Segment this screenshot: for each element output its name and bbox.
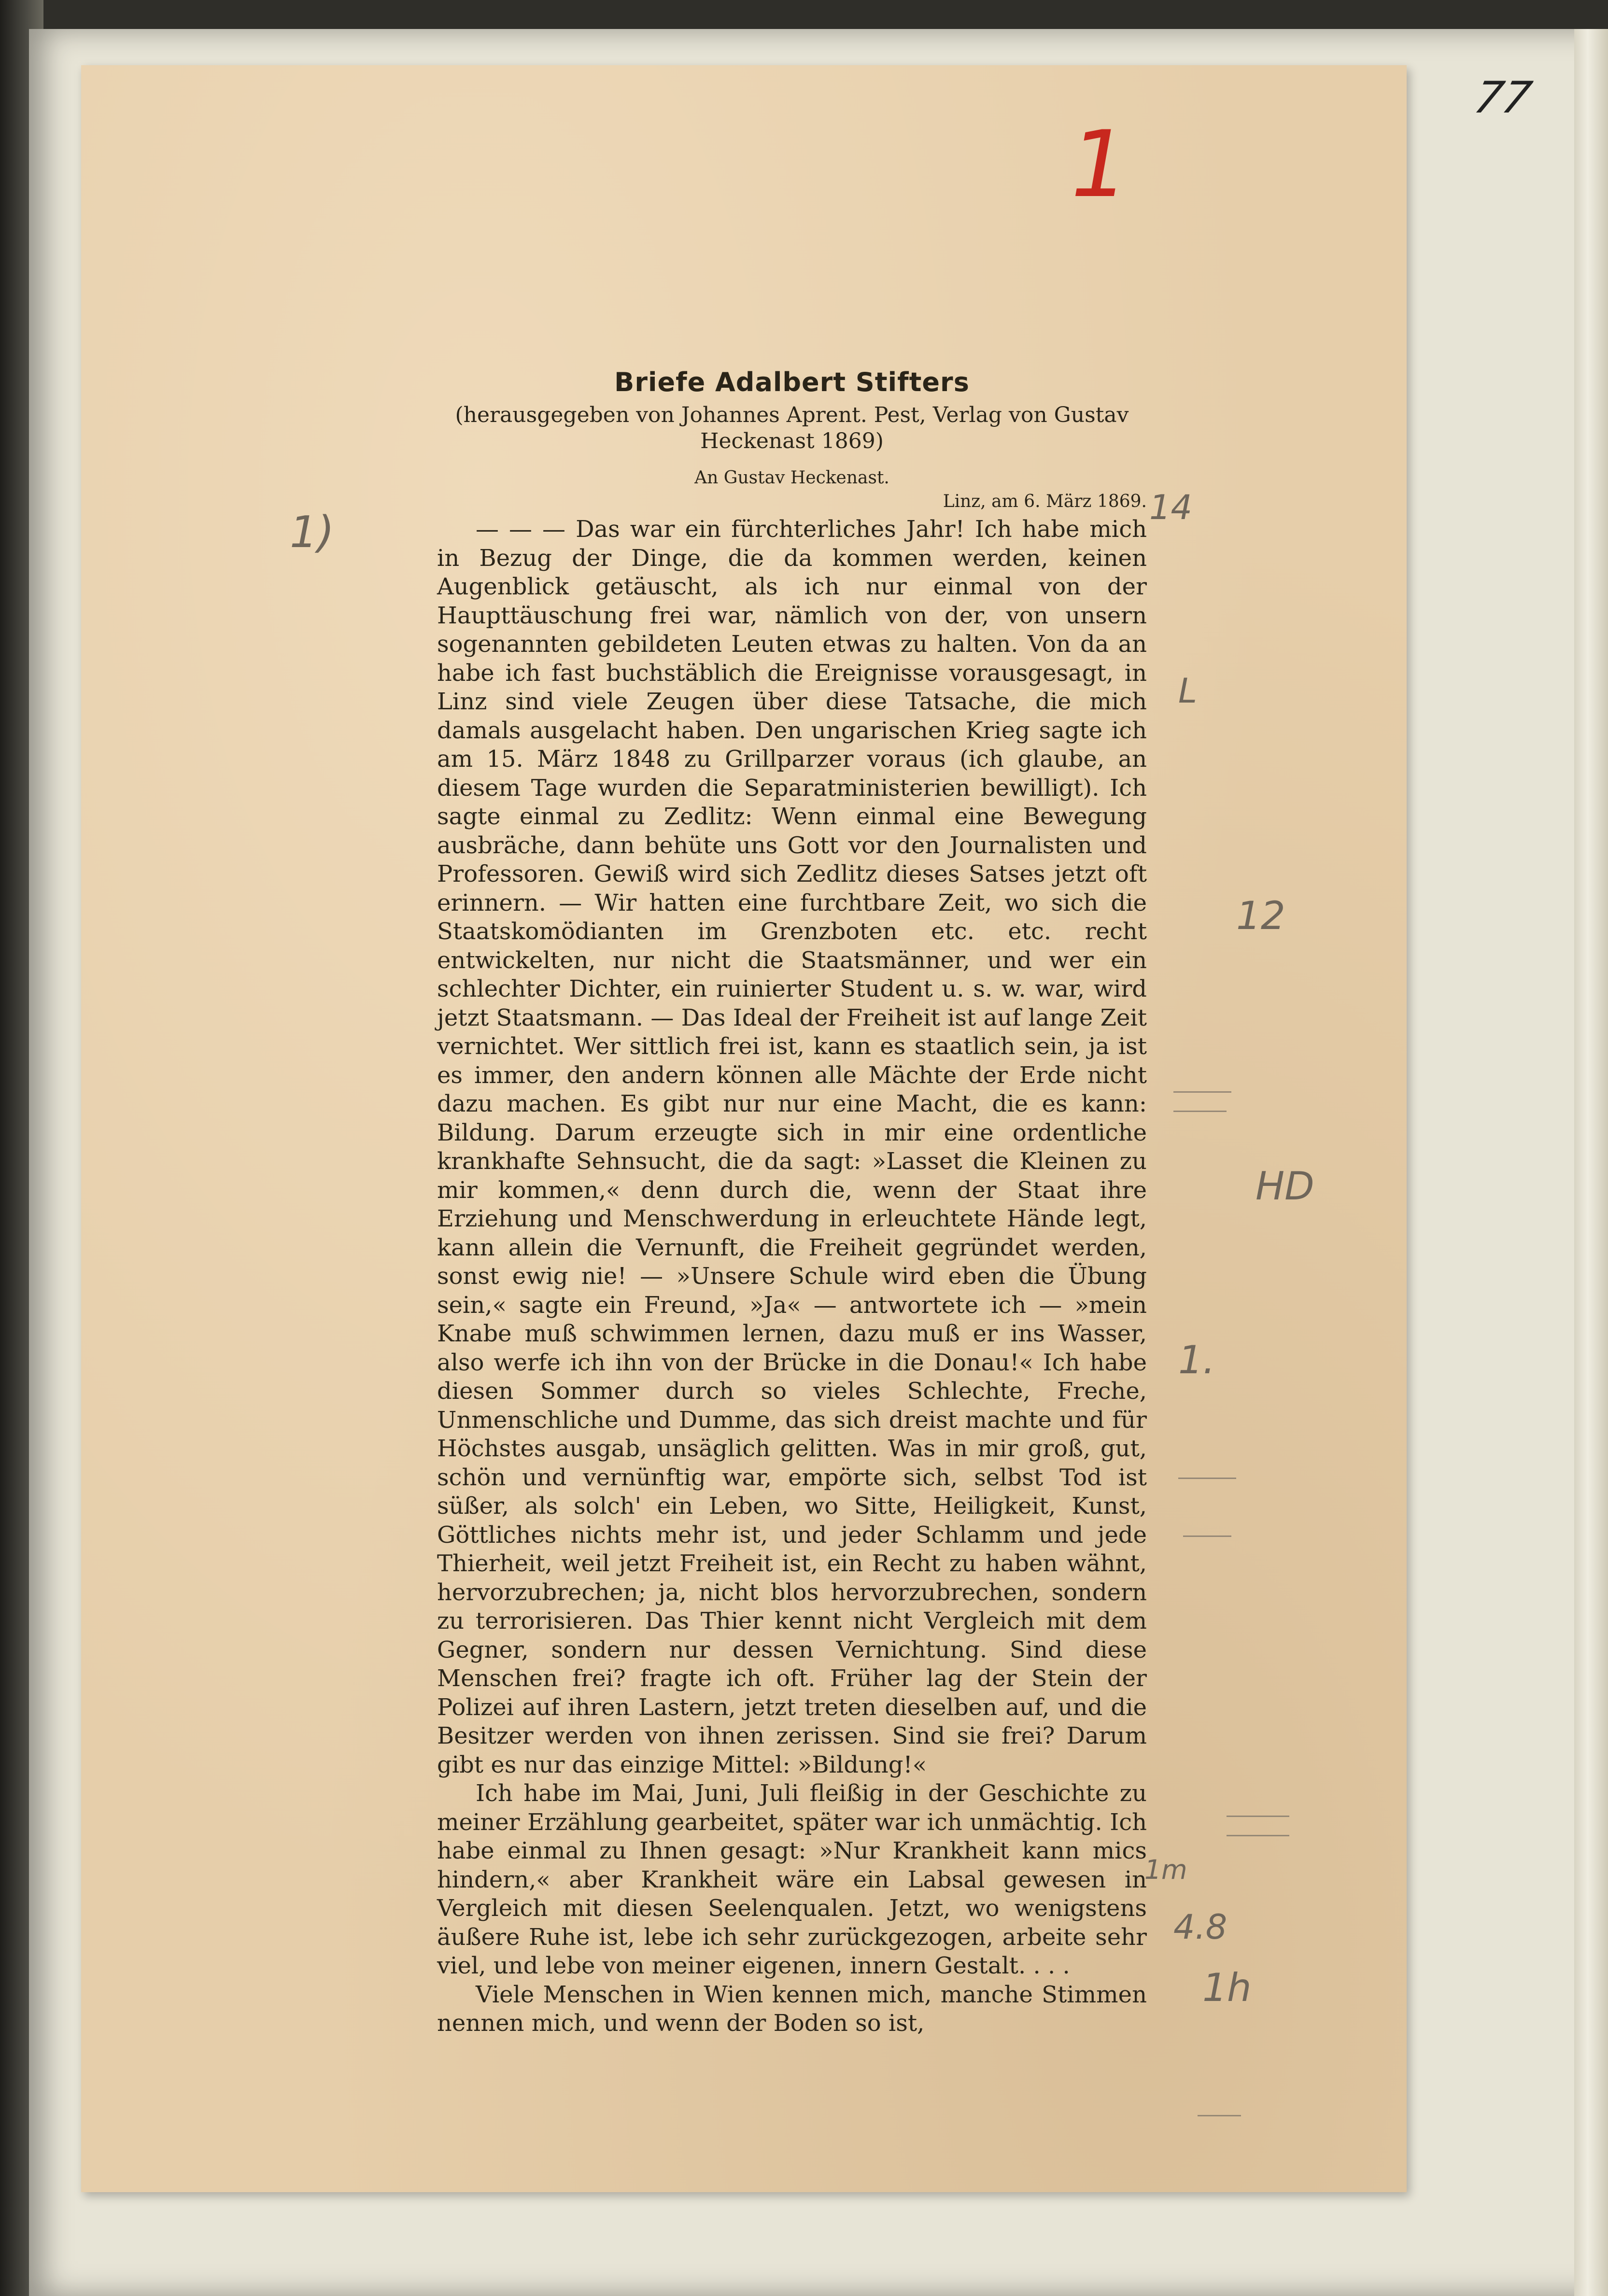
letter-body <box>437 515 1147 2038</box>
pencil-stroke <box>1173 1091 1231 1093</box>
album-page-edge <box>1574 29 1608 2296</box>
pencil-stroke <box>1227 1816 1289 1817</box>
margin-note: 4.8 <box>1173 1907 1227 1947</box>
margin-note: 1h <box>1202 1965 1252 2010</box>
pencil-stroke <box>1227 1835 1289 1836</box>
red-pencil-mark: 1 <box>1060 111 1138 218</box>
article-title: Briefe Adalbert Stifters <box>614 367 970 397</box>
letter-addressee: An Gustav Heckenast. <box>694 468 889 488</box>
margin-note: 12 <box>1236 893 1285 938</box>
letter-dateline: Linz, am 6. März 1869. <box>943 492 1147 511</box>
page-number: 77 <box>1470 72 1537 123</box>
margin-note: HD <box>1255 1164 1314 1209</box>
article <box>437 367 1147 2038</box>
article-subtitle: (herausgegeben von Johannes Aprent. Pest, Verlag von Gustav Heckenast 1869) <box>455 403 1129 453</box>
margin-note: 14 <box>1149 488 1193 527</box>
margin-note: L <box>1178 671 1197 711</box>
margin-note: 1m <box>1144 1854 1187 1885</box>
letter-paragraph: Viele Menschen in Wien kennen mich, manche Stimmen nennen mich, und wenn der Boden so ist, <box>437 1981 1147 2037</box>
margin-note: 1. <box>1178 1338 1215 1382</box>
pencil-stroke <box>1173 1111 1227 1112</box>
pencil-stroke <box>1178 1478 1236 1479</box>
letter-paragraph: — — — Das war ein fürchterliches Jahr! Ich habe mich in Bezug der Dinge, die da kommen werden, keinen Augenblick getäuscht, als ich nur einmal von der Haupttäuschung frei war, nämlich von der, von unsern sogenannten gebildeten Leuten etwas zu halten. Von da an habe ich fast buchstäblich die Ereignisse vorausgesagt, in Linz sind viele Zeugen über diese Tatsache, die mich damals ausgelacht haben. Den ungarischen Krieg sagte ich am 15. März 1848 zu Grillparzer voraus (ich glaube, an diesem Tage wurden die Separatministerien bewilligt). Ich sagte einmal zu Zedlitz: Wenn einmal eine Bewegung ausbräche, dann behüte uns Gott vor den Journalisten und Professoren. Gewiß wird sich Zedlitz dieses Satses jetzt oft erinnern. — Wir hatten eine furchtbare Zeit, wo sich die Staatskomödianten im Grenzboten etc. etc. recht entwickelten, nur nicht die Staatsmänner, und wer ein schlechter Dichter, ein ruinierter Student u. s. w. war, wird jetzt Staatsmann. — Das Ideal der Freiheit ist auf lange Zeit vernichtet. Wer sittlich frei ist, kann es staatlich sein, ja ist es immer, den andern können alle Mächte der Erde nicht dazu machen. Es gibt nur nur eine Macht, die es kann: Bildung. Darum erzeugte sich in mir eine ordentliche krankhafte Sehnsucht, die da sagt: »Lasset die Kleinen zu mir kommen,« denn durch die, wenn der Staat ihre Erziehung und Menschwerdung in erleuchtete Hände legt, kann allein die Vernunft, die Freiheit gegründet werden, sonst ewig nie! — »Unsere Schule wird eben die Übung sein,« sagte ein Freund, »Ja« — antwortete ich — »mein Knabe muß schwimmen lernen, dazu muß er ins Wasser, also werfe ich ihn von der Brücke in die Donau!« Ich habe diesen Sommer durch so vieles Schlechte, Freche, Unmenschliche und Dumme, das sich dreist machte und für Höchstes ausgab, unsäglich gelitten. Was in mir groß, gut, schön und vernünftig war, empörte sich, selbst Tod ist süßer, als solch' ein Leben, wo Sitte, Heiligkeit, Kunst, Göttliches nichts mehr ist, und jeder Schlamm und jede Thierheit, weil jetzt Freiheit ist, ein Recht zu haben wähnt, hervorzubrechen; ja, nicht blos hervorzubrechen, sondern zu terrorisieren. Das Thier kennt nicht Vergleich mit dem Gegner, sondern nur dessen Vernichtung. Sind diese Menschen frei? fragte ich oft. Früher lag der Stein der Polizei auf ihren Lastern, jetzt treten dieselben auf, und die Besitzer werden von ihnen zerissen. Sind sie frei? Darum gibt es nur das einzige Mittel: »Bildung!« <box>437 516 1147 1778</box>
pencil-stroke <box>1198 2115 1241 2116</box>
margin-note-left: 1) <box>290 507 335 558</box>
letter-paragraph: Ich habe im Mai, Juni, Juli fleißig in der Geschichte zu meiner Erzählung gearbeitet, später war ich unmächtig. Ich habe einmal zu Ihnen gesagt: »Nur Krankheit kann mics hindern,« aber Krankheit wäre ein Labsal gewesen in Vergleich mit diesen Seelenqualen. Jetzt, wo wenigstens äußere Ruhe ist, lebe ich sehr zurückgezogen, arbeite sehr viel, und lebe von meiner eigenen, innern Gestalt. . . . <box>437 1780 1147 1979</box>
pencil-stroke <box>1183 1535 1231 1537</box>
